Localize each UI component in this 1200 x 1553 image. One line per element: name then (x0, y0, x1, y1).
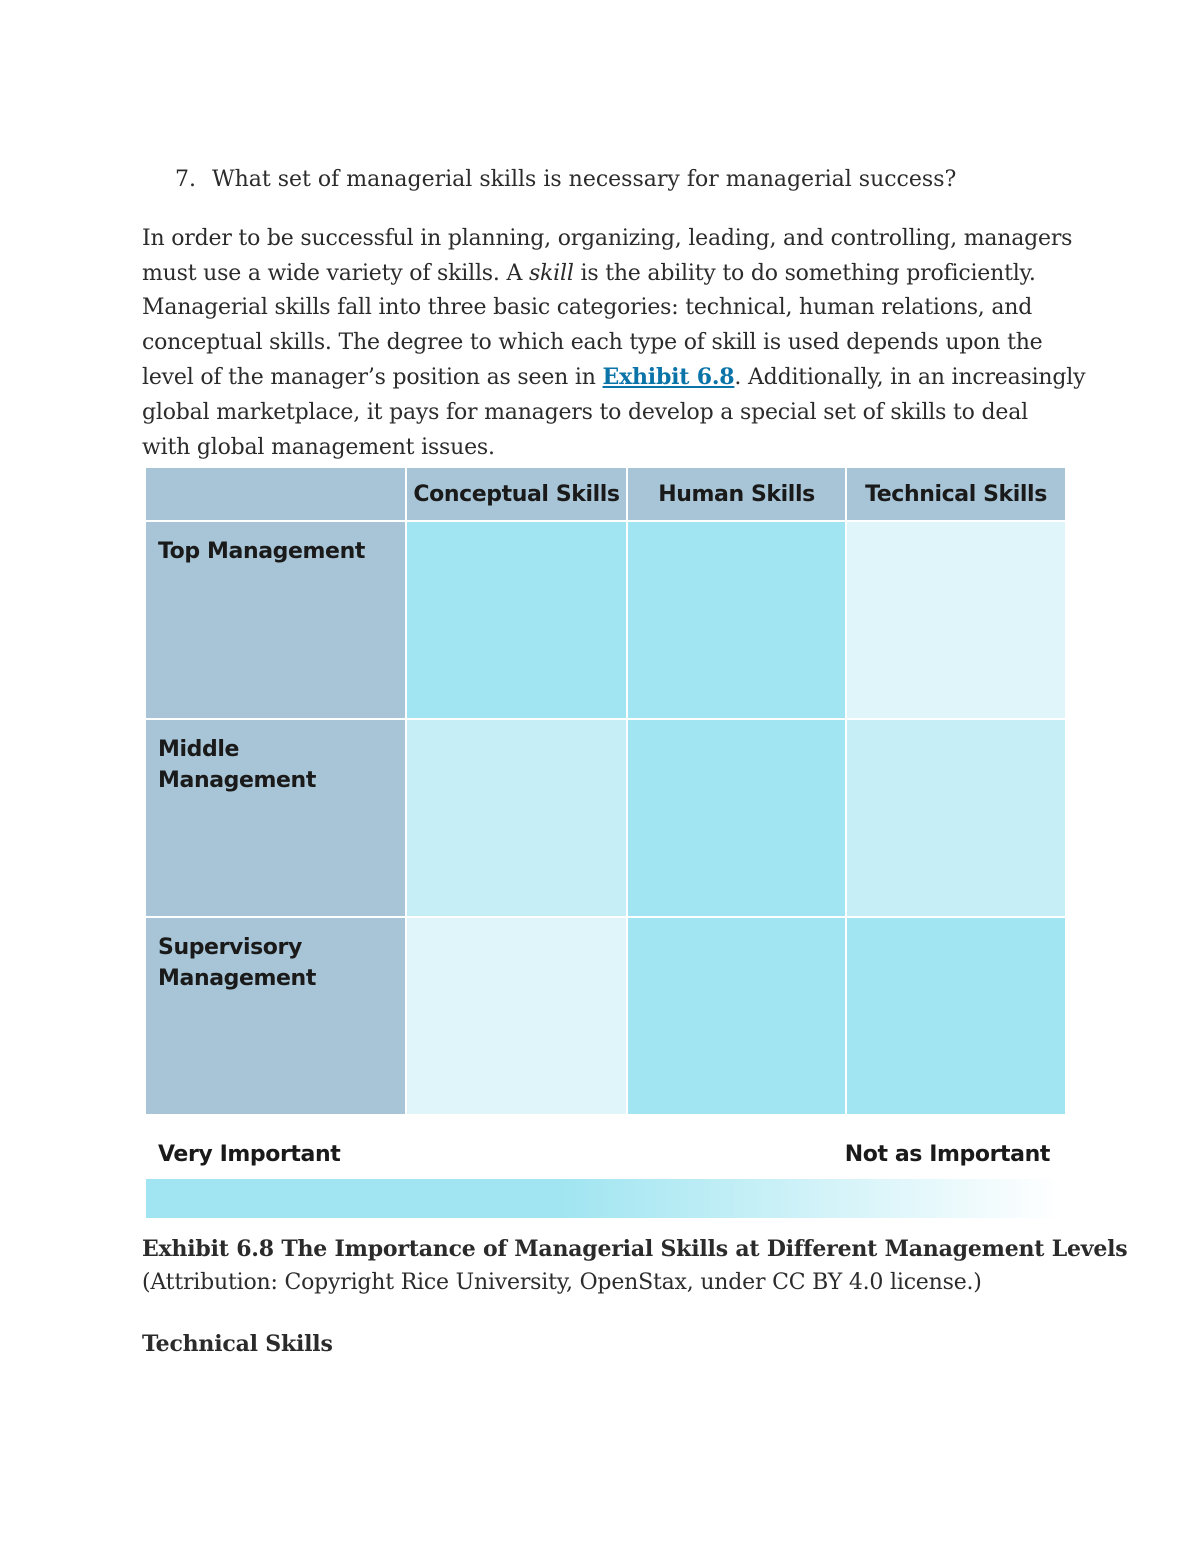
section-heading: Technical Skills (142, 1331, 333, 1357)
cell-middle-conceptual (407, 720, 626, 916)
body-paragraph (142, 222, 1086, 465)
cell-middle-human (628, 720, 845, 916)
paragraph-line: In order to be successful in planning, organizing, leading, and controlling, managers (142, 226, 1073, 251)
legend-very-important: Very Important (158, 1142, 341, 1167)
text-span: level of the manager’s position as seen in (142, 365, 603, 391)
paragraph-line: global marketplace, it pays for managers to develop a special set of skills to deal (142, 399, 1028, 425)
paragraph-line (142, 360, 1086, 396)
cell-supervisory-human (628, 918, 845, 1114)
paragraph-line: conceptual skills. The degree to which each type of skill is used depends upon the (142, 329, 1043, 355)
row-label-line: Management (158, 966, 316, 991)
row-label-top: Top Management (146, 522, 405, 718)
column-header-human: Human Skills (628, 468, 845, 520)
text-span: . Additionally, in an increasingly (734, 365, 1086, 391)
skill-term: skill (528, 260, 574, 286)
exhibit-link[interactable]: Exhibit 6.8 (602, 364, 735, 391)
cell-top-conceptual (407, 522, 626, 718)
text-span: must use a wide variety of skills. A (142, 260, 529, 286)
column-header-conceptual: Conceptual Skills (407, 468, 626, 520)
column-header-technical: Technical Skills (847, 468, 1065, 520)
paragraph-line: Managerial skills fall into three basic categories: technical, human relations, and (142, 295, 1033, 321)
row-label-line: Supervisory (158, 935, 302, 960)
cell-top-human (628, 522, 845, 718)
text-span: is the ability to do something proficiently. (573, 260, 1036, 286)
question-text: What set of managerial skills is necessary for managerial success? (212, 167, 957, 192)
importance-gradient-bar (146, 1179, 1061, 1218)
row-label-middle: Middle Management (146, 720, 405, 916)
question-number: 7. (175, 167, 196, 192)
cell-supervisory-technical (847, 918, 1065, 1114)
caption-attribution: (Attribution: Copyright Rice University, OpenStax, under CC BY 4.0 license.) (142, 1270, 982, 1295)
exhibit-caption (142, 1233, 1128, 1299)
cell-top-technical (847, 522, 1065, 718)
paragraph-line (142, 257, 1072, 292)
cell-middle-technical (847, 720, 1065, 916)
cell-supervisory-conceptual (407, 918, 626, 1114)
header-corner (146, 468, 405, 520)
caption-title: Exhibit 6.8 The Importance of Managerial Skills at Different Management Levels (142, 1236, 1128, 1262)
question-item (175, 164, 956, 196)
skills-importance-table (146, 468, 1061, 1114)
legend-not-as-important: Not as Important (844, 1142, 1050, 1167)
row-label-supervisory (146, 918, 405, 1114)
paragraph-line: with global management issues. (142, 434, 495, 460)
